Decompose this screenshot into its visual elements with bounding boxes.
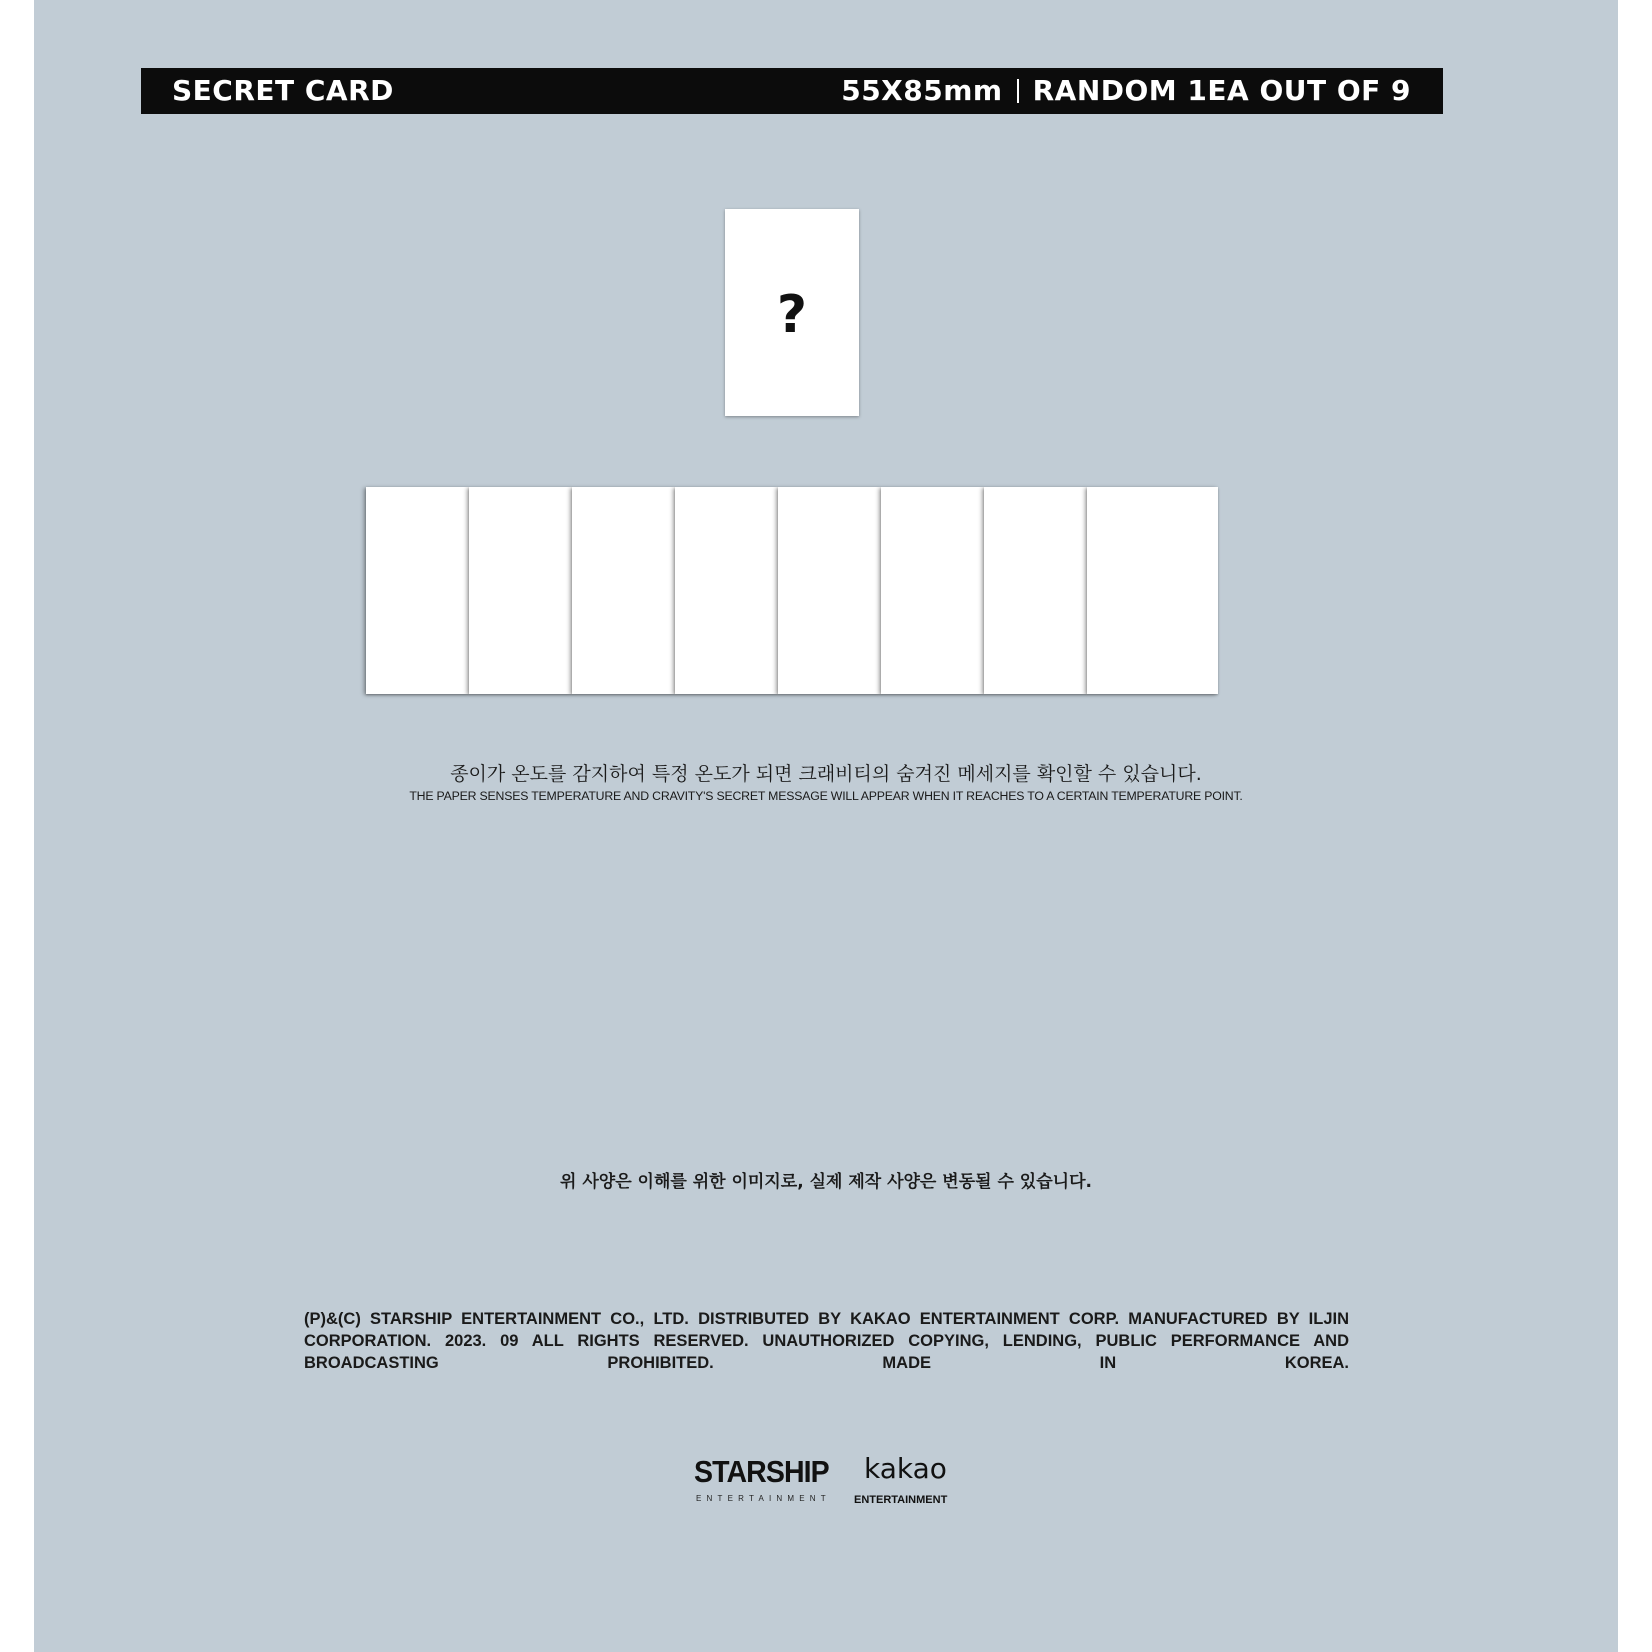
kakao-logo-name: kakao [864, 1452, 947, 1485]
card-row [366, 487, 1218, 694]
header-bar [141, 68, 1443, 114]
quantity-spec: RANDOM 1EA OUT OF 9 [1032, 74, 1411, 107]
starship-logo-name: STARSHIP [694, 1454, 829, 1489]
row-card-7 [984, 487, 1087, 694]
row-card-4 [675, 487, 778, 694]
size-spec: 55X85mm [841, 74, 1003, 107]
legal-notice: (P)&(C) STARSHIP ENTERTAINMENT CO., LTD. DISTRIBUTED BY KAKAO ENTERTAINMENT CORP. MANUFACTURED BY ILJIN CORPORATION. 2023. 09 ALL RIGHTS RESERVED. UNAUTHORIZED COPYING, LENDING, PUBLIC PERFORMANCE AND BROADCASTING PROHIBITED. MADE IN KOREA. [304, 1310, 1349, 1372]
header-spec [841, 68, 1411, 114]
starship-logo [694, 1454, 832, 1510]
row-card-2 [469, 487, 572, 694]
row-card-3 [572, 487, 675, 694]
notice-korean: 위 사양은 이해를 위한 이미지로, 실제 제작 사양은 변동될 수 있습니다. [560, 1172, 1092, 1192]
kakao-logo [854, 1454, 962, 1510]
starship-logo-subtitle: ENTERTAINMENT [696, 1494, 831, 1503]
row-card-5 [778, 487, 881, 694]
caption-english: THE PAPER SENSES TEMPERATURE AND CRAVITY'S SECRET MESSAGE WILL APPEAR WHEN IT REACHES TO A CERTAIN TEMPERATURE POINT. [409, 789, 1243, 803]
logos [692, 1454, 962, 1510]
row-card-1 [366, 487, 469, 694]
caption-korean: 종이가 온도를 감지하여 특정 온도가 되면 크래비티의 숨겨진 메세지를 확인할 수 있습니다. [450, 763, 1202, 785]
question-mark-icon: ? [776, 284, 808, 345]
header-divider [1017, 79, 1019, 103]
kakao-logo-subtitle: ENTERTAINMENT [854, 1494, 948, 1506]
header-title: SECRET CARD [172, 74, 394, 107]
secret-card-front [725, 209, 859, 416]
row-card-6 [881, 487, 984, 694]
row-card-8 [1087, 487, 1218, 694]
